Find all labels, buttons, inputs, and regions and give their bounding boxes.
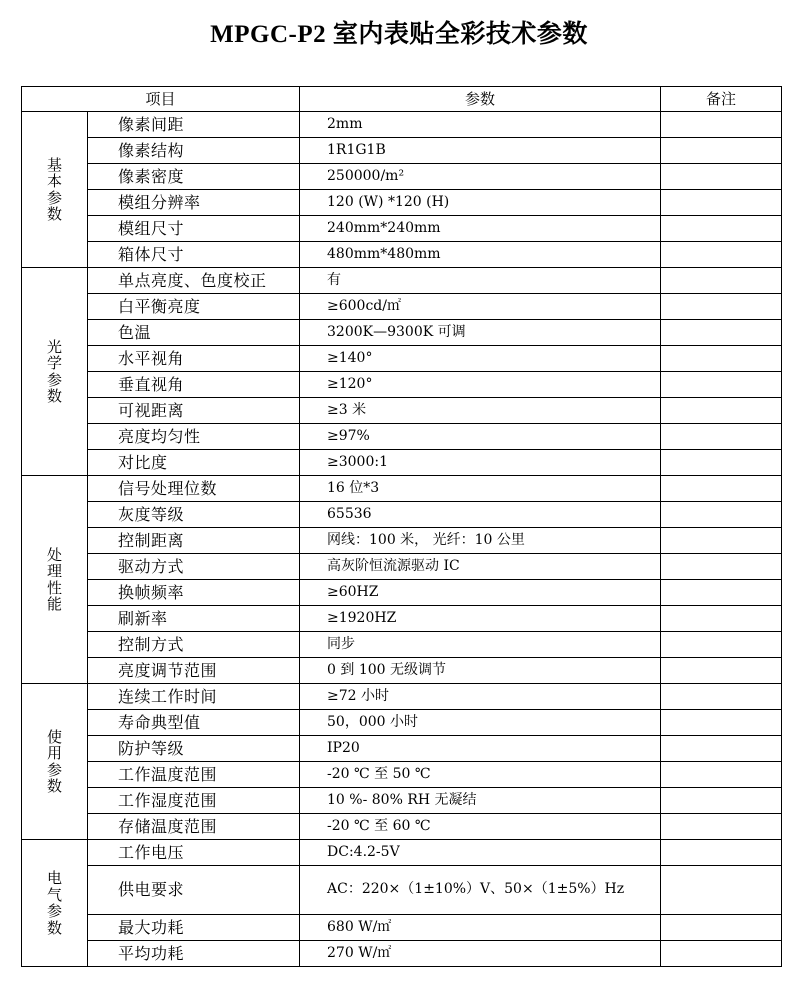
value-cell: 65536 (300, 502, 661, 528)
note-cell (661, 242, 782, 268)
table-row (22, 424, 782, 450)
group-label-char: 数 (46, 205, 62, 223)
item-cell: 可视距离 (88, 398, 300, 424)
item-cell: 模组尺寸 (88, 216, 300, 242)
value-cell: 250000/m² (300, 164, 661, 190)
value-cell: 同步 (300, 632, 661, 658)
table-row (22, 216, 782, 242)
value-cell: 240mm*240mm (300, 216, 661, 242)
group-label-char: 参 (46, 188, 62, 207)
group-label-char: 电 (46, 869, 62, 887)
value-cell: 270 W/㎡ (300, 941, 661, 967)
item-cell: 模组分辨率 (88, 190, 300, 216)
table-row (22, 684, 782, 710)
group-label-char: 性 (46, 578, 62, 597)
value-cell: ≥3000:1 (300, 450, 661, 476)
group-label-char: 气 (46, 885, 62, 904)
item-cell: 单点亮度、色度校正 (88, 268, 300, 294)
table-row (22, 294, 782, 320)
value-cell: ≥97% (300, 424, 661, 450)
item-cell: 色温 (88, 320, 300, 346)
item-cell: 存储温度范围 (88, 814, 300, 840)
item-cell: 像素结构 (88, 138, 300, 164)
note-cell (661, 112, 782, 138)
item-cell: 白平衡亮度 (88, 294, 300, 320)
table-row (22, 502, 782, 528)
note-cell (661, 866, 782, 915)
value-cell: 3200K—9300K 可调 (300, 320, 661, 346)
group-label-char: 数 (46, 777, 62, 795)
table-row (22, 606, 782, 632)
item-cell: 驱动方式 (88, 554, 300, 580)
group-label (22, 840, 88, 967)
value-cell: ≥72 小时 (300, 684, 661, 710)
value-cell: 0 到 100 无级调节 (300, 658, 661, 684)
note-cell (661, 424, 782, 450)
value-cell: 16 位*3 (300, 476, 661, 502)
value-cell: IP20 (300, 736, 661, 762)
group-label-char: 光 (46, 337, 62, 356)
group-label-char: 学 (46, 354, 62, 372)
item-cell: 工作电压 (88, 840, 300, 866)
item-cell: 连续工作时间 (88, 684, 300, 710)
table-row (22, 268, 782, 294)
header-item: 项目 (22, 87, 300, 112)
group-label-char: 能 (46, 595, 62, 613)
table-row (22, 658, 782, 684)
value-cell: -20 ℃ 至 60 ℃ (300, 814, 661, 840)
value-cell: 2mm (300, 112, 661, 138)
note-cell (661, 814, 782, 840)
item-cell: 垂直视角 (88, 372, 300, 398)
table-row (22, 941, 782, 967)
note-cell (661, 684, 782, 710)
item-cell: 供电要求 (88, 866, 300, 915)
item-cell: 对比度 (88, 450, 300, 476)
group-label (22, 684, 88, 840)
table-row (22, 632, 782, 658)
value-cell: ≥1920HZ (300, 606, 661, 632)
table-row (22, 476, 782, 502)
table-row (22, 554, 782, 580)
value-cell: 高灰阶恒流源驱动 IC (300, 554, 661, 580)
note-cell (661, 554, 782, 580)
item-cell: 控制方式 (88, 632, 300, 658)
item-cell: 工作湿度范围 (88, 788, 300, 814)
spec-body (22, 112, 782, 967)
value-cell: 50，000 小时 (300, 710, 661, 736)
table-row (22, 762, 782, 788)
note-cell (661, 606, 782, 632)
item-cell: 像素间距 (88, 112, 300, 138)
value-cell: AC：220×（1±10%）V、50×（1±5%）Hz (300, 866, 661, 915)
note-cell (661, 528, 782, 554)
group-label-char: 处 (46, 545, 62, 564)
note-cell (661, 502, 782, 528)
table-row (22, 242, 782, 268)
group-label-char: 参 (46, 902, 62, 920)
table-row (22, 346, 782, 372)
spec-table (21, 86, 782, 967)
note-cell (661, 216, 782, 242)
note-cell (661, 164, 782, 190)
table-row (22, 398, 782, 424)
header-note: 备注 (661, 87, 782, 112)
note-cell (661, 476, 782, 502)
group-label-char: 数 (46, 387, 62, 405)
item-cell: 工作温度范围 (88, 762, 300, 788)
table-row (22, 814, 782, 840)
table-row (22, 840, 782, 866)
item-cell: 信号处理位数 (88, 476, 300, 502)
value-cell: ≥60HZ (300, 580, 661, 606)
note-cell (661, 190, 782, 216)
group-label (22, 112, 88, 268)
note-cell (661, 580, 782, 606)
value-cell: 1R1G1B (300, 138, 661, 164)
note-cell (661, 346, 782, 372)
item-cell: 最大功耗 (88, 915, 300, 941)
value-cell: ≥3 米 (300, 398, 661, 424)
note-cell (661, 788, 782, 814)
item-cell: 平均功耗 (88, 941, 300, 967)
item-cell: 亮度调节范围 (88, 658, 300, 684)
value-cell: 680 W/㎡ (300, 915, 661, 941)
table-row (22, 528, 782, 554)
group-label-char: 使 (46, 727, 62, 746)
table-row (22, 112, 782, 138)
group-label-char: 基 (46, 155, 62, 174)
item-cell: 寿命典型值 (88, 710, 300, 736)
item-cell: 像素密度 (88, 164, 300, 190)
table-row (22, 866, 782, 915)
note-cell (661, 710, 782, 736)
table-row (22, 190, 782, 216)
group-label-char: 本 (46, 172, 62, 190)
group-label (22, 268, 88, 476)
note-cell (661, 736, 782, 762)
note-cell (661, 320, 782, 346)
table-row (22, 450, 782, 476)
note-cell (661, 372, 782, 398)
table-row (22, 164, 782, 190)
value-cell: 网线：100 米， 光纤：10 公里 (300, 528, 661, 554)
note-cell (661, 268, 782, 294)
value-cell: ≥600cd/㎡ (300, 294, 661, 320)
value-cell: 480mm*480mm (300, 242, 661, 268)
note-cell (661, 294, 782, 320)
item-cell: 防护等级 (88, 736, 300, 762)
group-label-char: 用 (46, 744, 62, 762)
item-cell: 刷新率 (88, 606, 300, 632)
item-cell: 控制距离 (88, 528, 300, 554)
table-row (22, 788, 782, 814)
table-row (22, 710, 782, 736)
table-row (22, 915, 782, 941)
value-cell: 120 (W) *120 (H) (300, 190, 661, 216)
group-label-char: 理 (46, 562, 62, 580)
table-row (22, 580, 782, 606)
group-label (22, 476, 88, 684)
value-cell: DC:4.2-5V (300, 840, 661, 866)
value-cell: 10 %- 80% RH 无凝结 (300, 788, 661, 814)
value-cell: 有 (300, 268, 661, 294)
value-cell: ≥120° (300, 372, 661, 398)
item-cell: 换帧频率 (88, 580, 300, 606)
note-cell (661, 762, 782, 788)
item-cell: 水平视角 (88, 346, 300, 372)
group-label-char: 参 (46, 760, 62, 779)
note-cell (661, 632, 782, 658)
page-title: MPGC-P2 室内表贴全彩技术参数 (210, 21, 588, 48)
table-row (22, 736, 782, 762)
table-row (22, 320, 782, 346)
group-label-char: 参 (46, 370, 62, 389)
note-cell (661, 398, 782, 424)
note-cell (661, 840, 782, 866)
note-cell (661, 915, 782, 941)
item-cell: 灰度等级 (88, 502, 300, 528)
note-cell (661, 941, 782, 967)
table-row (22, 372, 782, 398)
value-cell: -20 ℃ 至 50 ℃ (300, 762, 661, 788)
item-cell: 亮度均匀性 (88, 424, 300, 450)
group-label-char: 数 (46, 918, 62, 937)
note-cell (661, 450, 782, 476)
header-row (22, 87, 782, 112)
value-cell: ≥140° (300, 346, 661, 372)
table-row (22, 138, 782, 164)
item-cell: 箱体尺寸 (88, 242, 300, 268)
note-cell (661, 658, 782, 684)
note-cell (661, 138, 782, 164)
header-param: 参数 (300, 87, 661, 112)
